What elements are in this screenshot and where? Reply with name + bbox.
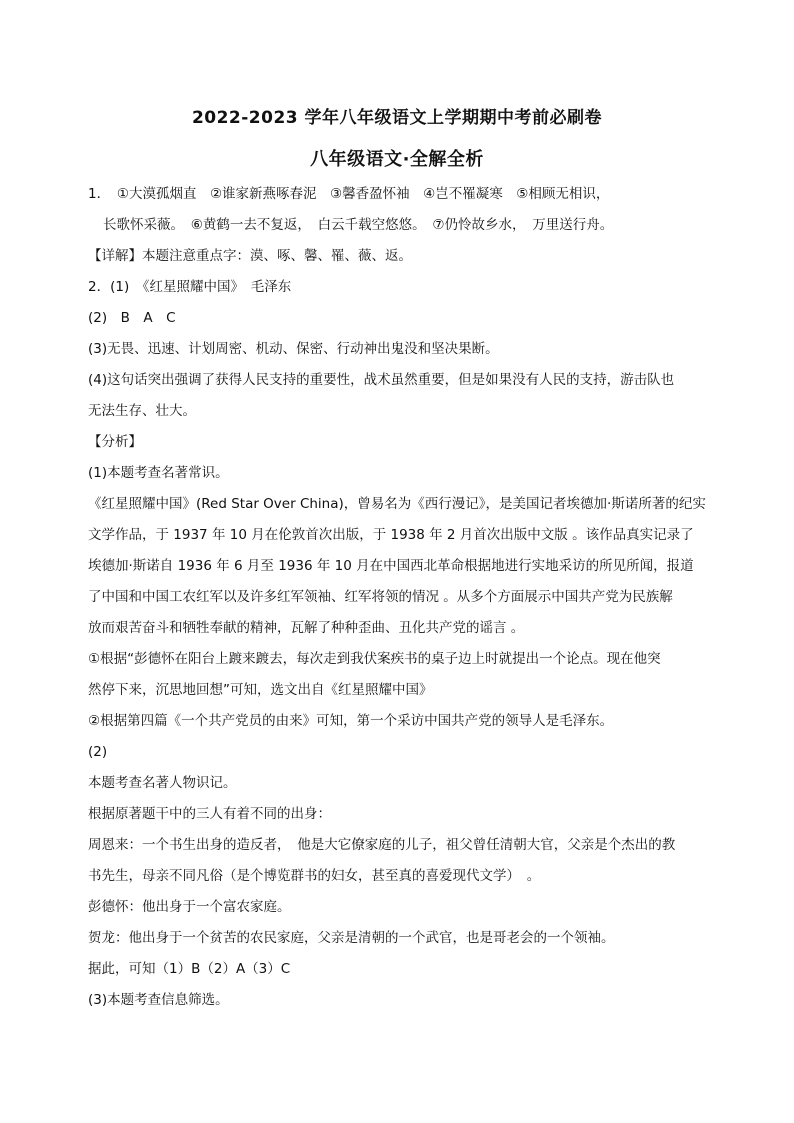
analysis-paragraph: ①根据“彭德怀在阳台上踱来踱去，每次走到我伏案疾书的桌子边上时就提出一个论点。现在他突 (88, 651, 661, 667)
document-title: 2022-2023 学年八年级语文上学期期中考前必刷卷 (191, 108, 603, 128)
analysis-paragraph: 然停下来，沉思地回想”可知，选文出自《红星照耀中国》 (88, 682, 433, 698)
analysis-paragraph: 埃德加·斯诺自 1936 年 6 月至 1936 年 10 月在中国西北革命根据地进行实地采访的所见所闻，报道 (88, 558, 694, 574)
answer-2-part-2: (2) B A C (88, 310, 176, 326)
answer-2-part-3: (3)无畏、迅速、计划周密、机动、保密、行动神出鬼没和坚决果断。 (88, 341, 499, 357)
document-subtitle: 八年级语文·全解全析 (310, 149, 484, 170)
answer-1-line-2: 长歌怀采薇。 ⑥黄鹤一去不复返， 白云千载空悠悠。 ⑦仍怜故乡水， 万里送行舟。 (103, 217, 614, 233)
answer-2-part-1: 2．(1) 《红星照耀中国》 毛泽东 (88, 279, 292, 295)
answer-2-part-4-line-2: 无法生存、壮大。 (88, 403, 196, 419)
analysis-paragraph: 书先生，母亲不同凡俗（是个博览群书的妇女，甚至真的喜爱现代文学） 。 (88, 868, 541, 884)
analysis-paragraph: 贺龙：他出身于一个贫苦的农民家庭，父亲是清朝的一个武官，也是哥老会的一个领袖。 (88, 930, 615, 946)
analysis-paragraph: 放而艰苦奋斗和牺牲奉献的精神，瓦解了种种歪曲、丑化共产党的谣言 。 (88, 620, 525, 636)
answer-1-detail: 【详解】本题注意重点字：漠、啄、馨、罹、薇、返。 (88, 248, 412, 264)
analysis-paragraph: 文学作品，于 1937 年 10 月在伦敦首次出版，于 1938 年 2 月首次出版中文版 。该作品真实记录了 (88, 527, 694, 543)
analysis-paragraph: ②根据第四篇《一个共产党员的由来》可知，第一个采访中国共产党的领导人是毛泽东。 (88, 713, 614, 729)
analysis-paragraph: 彭德怀：他出身于一个富农家庭。 (88, 899, 291, 915)
analysis-paragraph: (2) (88, 744, 108, 760)
analysis-paragraph: 据此，可知（1）B（2）A（3）C (88, 961, 291, 977)
analysis-paragraph: 周恩来：一个书生出身的造反者， 他是大它僚家庭的儿子，祖父曾任清朝大官，父亲是个杰出的教 (88, 837, 676, 853)
analysis-heading: 【分析】 (88, 434, 142, 450)
analysis-paragraph: 了中国和中国工农红军以及许多红军领袖、红军将领的情况 。从多个方面展示中国共产党为民族解 (88, 589, 673, 605)
analysis-paragraph: (3)本题考查信息筛选。 (88, 992, 229, 1008)
analysis-paragraph: 《红星照耀中国》(Red Star Over China)，曾易名为《西行漫记》，是美国记者埃德加·斯诺所著的纪实 (88, 496, 706, 512)
analysis-paragraph: (1)本题考查名著常识。 (88, 465, 229, 481)
analysis-paragraph: 根据原著题干中的三人有着不同的出身： (88, 806, 331, 822)
answer-2-part-4-line-1: (4)这句话突出强调了获得人民支持的重要性，战术虽然重要，但是如果没有人民的支持，游击队也 (88, 372, 675, 388)
analysis-paragraph: 本题考查名著人物识记。 (88, 775, 237, 791)
answer-1-line-1: 1． ①大漠孤烟直 ②谁家新燕啄春泥 ③馨香盈怀袖 ④岂不罹凝寒 ⑤相顾无相识， (88, 186, 610, 202)
